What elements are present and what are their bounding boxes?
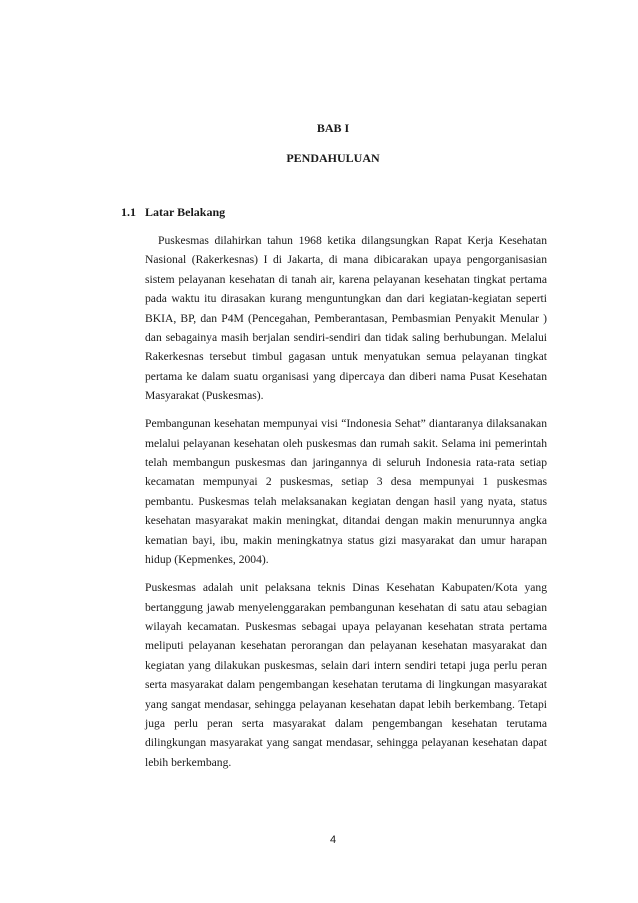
paragraph-3: Puskesmas adalah unit pelaksana teknis Dinas Kesehatan Kabupaten/Kota yang bertanggung jawab menyelenggarakan pembangunan kesehatan di satu atau sebagian wilayah kecamatan. Puskesmas sebagai upaya pelayanan kesehatan strata pertama meliputi pelayanan kesehatan perorangan dan pelayanan kesehatan masyarakat dan kegiatan yang dilakukan puskesmas, selain dari intern sendiri tetapi juga perlu peran serta masyarakat dalam pengembangan kesehatan terutama di lingkungan masyarakat yang sangat mendasar, sehingga pelayanan kesehatan dapat lebih berkembang. Tetapi juga perlu peran serta masyarakat dalam pengembangan kesehatan terutama dilingkungan masyarakat yang sangat mendasar, sehingga pelayanan kesehatan dapat lebih berkembang. (145, 581, 547, 769)
paragraph-2: Pembangunan kesehatan mempunyai visi “Indonesia Sehat” diantaranya dilaksanakan melalui pelayanan kesehatan oleh puskesmas dan rumah sakit. Selama ini pemerintah telah membangun puskesmas dan jaringannya di seluruh Indonesia rata-rata setiap kecamatan mempunyai 2 puskesmas, setiap 3 desa mempunyai 1 puskesmas pembantu. Puskesmas telah melaksanakan kegiatan dengan hasil yang nyata, status kesehatan masyarakat makin meningkat, ditandai dengan makin menurunnya angka kematian bayi, ibu, makin meningkatnya status gizi masyarakat dan umur harapan hidup (Kepmenkes, 2004). (145, 417, 547, 567)
section-body (145, 231, 547, 781)
section-heading (121, 205, 225, 220)
paragraph-1: Puskesmas dilahirkan tahun 1968 ketika dilangsungkan Rapat Kerja Kesehatan Nasional (Rakerkesnas) I di Jakarta, di mana dibicarakan upaya pengorganisasian sistem pelayanan kesehatan di tanah air, karena pelayanan kesehatan tingkat pertama pada waktu itu dirasakan kurang menguntungkan dan dari kegiatan-kegiatan seperti BKIA, BP, dan P4M (Pencegahan, Pemberantasan, Pembasmian Penyakit Menular ) dan sebagainya masih berjalan sendiri-sendiri dan tidak saling berhubungan. Melalui Rakerkesnas tersebut timbul gagasan untuk menyatukan semua pelayanan tingkat pertama ke dalam suatu organisasi yang dipercaya dan diberi nama Pusat Kesehatan Masyarakat (Puskesmas). (145, 234, 547, 403)
section-title: Latar Belakang (145, 205, 226, 219)
chapter-label: BAB I (316, 121, 350, 135)
page-number: 4 (329, 834, 337, 846)
chapter-title: PENDAHULUAN (286, 151, 380, 165)
section-number: 1.1 (121, 205, 136, 219)
